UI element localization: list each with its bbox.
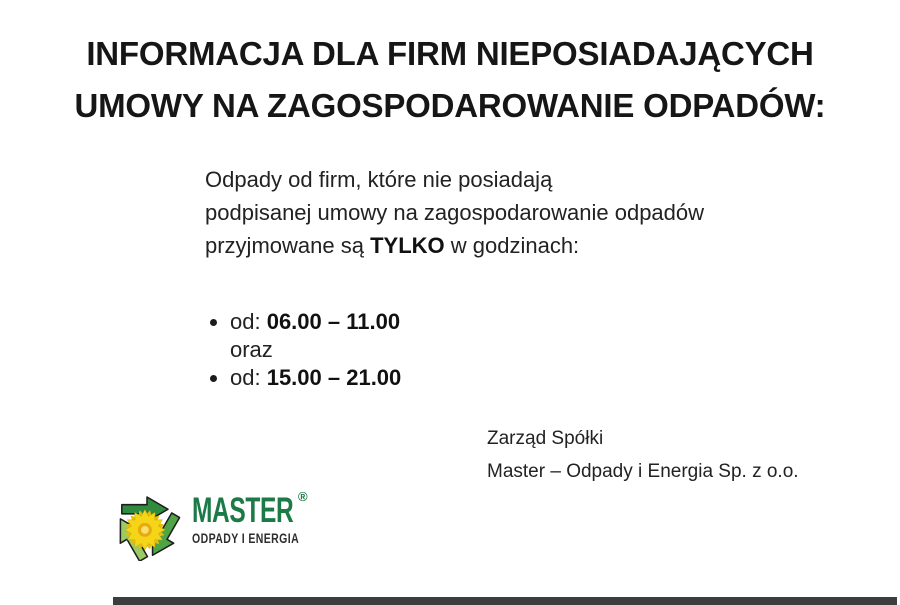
hours-item-time: 15.00 – 21.00 — [266, 365, 402, 390]
intro-line-1: Odpady od firm, które nie posiadają — [205, 167, 553, 192]
signature-line-2: Master – Odpady i Energia Sp. z o.o. — [487, 461, 799, 482]
intro-line-2: podpisanej umowy na zagospodarowanie odpadów — [205, 200, 705, 225]
hours-item-evening — [206, 364, 401, 392]
notice-intro — [205, 163, 704, 262]
bottom-edge-bar — [113, 597, 897, 605]
logo-text — [192, 486, 329, 548]
signature-block — [487, 422, 799, 488]
hours-connector: oraz — [230, 337, 273, 362]
intro-line-3-before: przyjmowane są — [205, 233, 371, 258]
hours-item-morning — [206, 308, 401, 336]
hours-item-label: od: — [230, 309, 267, 334]
hours-list — [206, 308, 401, 392]
master-logo — [112, 486, 329, 561]
logo-tagline: ODPADY I ENERGIA — [192, 531, 300, 546]
hours-item-time: 06.00 – 11.00 — [266, 309, 401, 334]
logo-brand-name: MASTER — [192, 491, 294, 530]
hours-item-label: od: — [230, 365, 267, 390]
logo-brand-row — [192, 489, 329, 530]
registered-trademark-icon: ® — [298, 489, 308, 504]
notice-title — [0, 28, 900, 132]
signature-line-1: Zarząd Spółki — [487, 428, 604, 449]
intro-line-3-emphasis: TYLKO — [370, 233, 445, 258]
recycling-arrows-icon — [112, 489, 182, 561]
title-line-2: UMOWY NA ZAGOSPODAROWANIE ODPADÓW: — [74, 87, 826, 124]
intro-line-3-after: w godzinach: — [444, 233, 580, 258]
intro-line-3 — [205, 229, 704, 262]
title-line-1: INFORMACJA DLA FIRM NIEPOSIADAJĄCYCH — [86, 35, 814, 72]
